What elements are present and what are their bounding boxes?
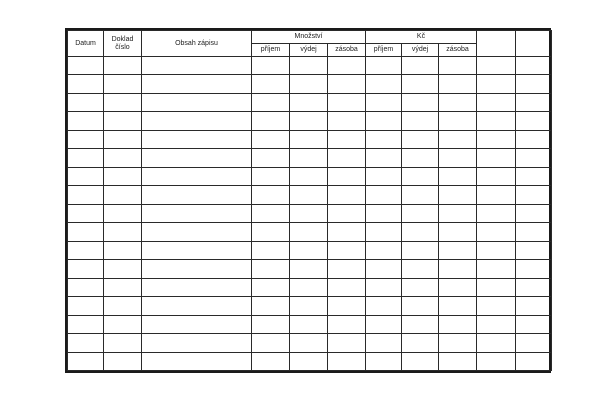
document-cell[interactable]	[104, 149, 142, 167]
date-cell[interactable]	[68, 278, 104, 296]
document-cell[interactable]	[104, 241, 142, 259]
money-issue-cell[interactable]	[402, 334, 439, 352]
money-stock-cell[interactable]	[439, 260, 477, 278]
money-issue-cell[interactable]	[402, 75, 439, 93]
money-receipt-cell[interactable]	[366, 297, 402, 315]
qty-receipt-cell[interactable]	[252, 149, 290, 167]
qty-issue-cell[interactable]	[290, 167, 328, 185]
money-receipt-cell[interactable]	[366, 93, 402, 111]
document-cell[interactable]	[104, 334, 142, 352]
entry-cell[interactable]	[142, 93, 252, 111]
document-cell[interactable]	[104, 223, 142, 241]
money-issue-cell[interactable]	[402, 167, 439, 185]
qty-receipt-cell[interactable]	[252, 352, 290, 371]
extra-1-cell[interactable]	[477, 334, 516, 352]
money-stock-cell[interactable]	[439, 223, 477, 241]
qty-stock-cell[interactable]	[328, 93, 366, 111]
header-row-top	[68, 31, 552, 44]
qty-issue-cell[interactable]	[290, 75, 328, 93]
qty-issue-cell[interactable]	[290, 93, 328, 111]
money-stock-cell[interactable]	[439, 167, 477, 185]
entry-cell[interactable]	[142, 260, 252, 278]
table-row	[68, 93, 552, 111]
date-cell[interactable]	[68, 334, 104, 352]
entry-cell[interactable]	[142, 57, 252, 75]
table-row	[68, 204, 552, 222]
money-issue-cell[interactable]	[402, 352, 439, 371]
qty-issue-cell[interactable]	[290, 315, 328, 333]
extra-1-cell[interactable]	[477, 112, 516, 130]
qty-receipt-cell[interactable]	[252, 241, 290, 259]
extra-2-cell[interactable]	[516, 315, 552, 333]
extra-1-cell[interactable]	[477, 352, 516, 371]
extra-2-cell[interactable]	[516, 204, 552, 222]
money-receipt-cell[interactable]	[366, 278, 402, 296]
blank-header-1	[477, 31, 516, 57]
ledger-form	[65, 28, 551, 373]
document-cell[interactable]	[104, 278, 142, 296]
qty-stock-cell[interactable]	[328, 260, 366, 278]
money-issue-cell[interactable]	[402, 278, 439, 296]
money-receipt-cell[interactable]	[366, 75, 402, 93]
table-row	[68, 223, 552, 241]
qty-stock-cell[interactable]	[328, 223, 366, 241]
extra-2-cell[interactable]	[516, 241, 552, 259]
table-row	[68, 334, 552, 352]
money-stock-cell[interactable]	[439, 204, 477, 222]
table-row	[68, 130, 552, 148]
money-group-header: Kč	[366, 31, 477, 44]
extra-2-cell[interactable]	[516, 130, 552, 148]
entry-content-header: Obsah zápisu	[142, 31, 252, 57]
qty-stock-cell[interactable]	[328, 334, 366, 352]
qty-stock-cell[interactable]	[328, 352, 366, 371]
quantity-issue-header: výdej	[290, 44, 328, 57]
entry-cell[interactable]	[142, 204, 252, 222]
date-cell[interactable]	[68, 186, 104, 204]
qty-receipt-cell[interactable]	[252, 334, 290, 352]
quantity-stock-header: zásoba	[328, 44, 366, 57]
document-cell[interactable]	[104, 315, 142, 333]
table-row	[68, 57, 552, 75]
money-stock-cell[interactable]	[439, 186, 477, 204]
table-row	[68, 241, 552, 259]
entry-cell[interactable]	[142, 223, 252, 241]
money-stock-cell[interactable]	[439, 130, 477, 148]
extra-1-cell[interactable]	[477, 297, 516, 315]
extra-2-cell[interactable]	[516, 149, 552, 167]
extra-1-cell[interactable]	[477, 241, 516, 259]
qty-stock-cell[interactable]	[328, 57, 366, 75]
quantity-group-header: Množství	[252, 31, 366, 44]
extra-2-cell[interactable]	[516, 112, 552, 130]
qty-stock-cell[interactable]	[328, 112, 366, 130]
table-row	[68, 278, 552, 296]
money-receipt-cell[interactable]	[366, 204, 402, 222]
qty-stock-cell[interactable]	[328, 75, 366, 93]
entry-cell[interactable]	[142, 112, 252, 130]
document-number-header	[104, 31, 142, 57]
qty-receipt-cell[interactable]	[252, 260, 290, 278]
qty-stock-cell[interactable]	[328, 241, 366, 259]
extra-1-cell[interactable]	[477, 167, 516, 185]
entry-cell[interactable]	[142, 75, 252, 93]
money-stock-cell[interactable]	[439, 334, 477, 352]
document-cell[interactable]	[104, 204, 142, 222]
qty-stock-cell[interactable]	[328, 278, 366, 296]
table-row	[68, 297, 552, 315]
date-cell[interactable]	[68, 57, 104, 75]
extra-2-cell[interactable]	[516, 223, 552, 241]
table-row	[68, 75, 552, 93]
extra-1-cell[interactable]	[477, 75, 516, 93]
extra-1-cell[interactable]	[477, 204, 516, 222]
money-issue-cell[interactable]	[402, 223, 439, 241]
money-receipt-cell[interactable]	[366, 57, 402, 75]
entry-cell[interactable]	[142, 167, 252, 185]
table-row	[68, 352, 552, 371]
money-stock-cell[interactable]	[439, 315, 477, 333]
date-cell[interactable]	[68, 297, 104, 315]
document-cell[interactable]	[104, 75, 142, 93]
money-receipt-cell[interactable]	[366, 130, 402, 148]
table-row	[68, 186, 552, 204]
money-issue-cell[interactable]	[402, 315, 439, 333]
qty-stock-cell[interactable]	[328, 315, 366, 333]
qty-issue-cell[interactable]	[290, 260, 328, 278]
qty-issue-cell[interactable]	[290, 204, 328, 222]
qty-receipt-cell[interactable]	[252, 278, 290, 296]
extra-1-cell[interactable]	[477, 149, 516, 167]
qty-issue-cell[interactable]	[290, 334, 328, 352]
extra-2-cell[interactable]	[516, 167, 552, 185]
entry-cell[interactable]	[142, 130, 252, 148]
money-receipt-cell[interactable]	[366, 315, 402, 333]
extra-1-cell[interactable]	[477, 93, 516, 111]
document-cell[interactable]	[104, 260, 142, 278]
money-receipt-cell[interactable]	[366, 352, 402, 371]
money-receipt-header: příjem	[366, 44, 402, 57]
date-header: Datum	[68, 31, 104, 57]
qty-issue-cell[interactable]	[290, 112, 328, 130]
qty-issue-cell[interactable]	[290, 130, 328, 148]
qty-stock-cell[interactable]	[328, 297, 366, 315]
money-issue-cell[interactable]	[402, 241, 439, 259]
extra-1-cell[interactable]	[477, 278, 516, 296]
money-receipt-cell[interactable]	[366, 241, 402, 259]
money-receipt-cell[interactable]	[366, 186, 402, 204]
qty-issue-cell[interactable]	[290, 352, 328, 371]
money-stock-header: zásoba	[439, 44, 477, 57]
date-cell[interactable]	[68, 315, 104, 333]
money-stock-cell[interactable]	[439, 75, 477, 93]
document-cell[interactable]	[104, 57, 142, 75]
ledger-body	[68, 57, 552, 371]
extra-1-cell[interactable]	[477, 315, 516, 333]
table-row	[68, 112, 552, 130]
entry-cell[interactable]	[142, 278, 252, 296]
table-row	[68, 315, 552, 333]
document-cell[interactable]	[104, 297, 142, 315]
money-issue-cell[interactable]	[402, 149, 439, 167]
money-stock-cell[interactable]	[439, 241, 477, 259]
date-cell[interactable]	[68, 93, 104, 111]
document-cell[interactable]	[104, 186, 142, 204]
date-cell[interactable]	[68, 260, 104, 278]
extra-2-cell[interactable]	[516, 93, 552, 111]
money-receipt-cell[interactable]	[366, 112, 402, 130]
entry-cell[interactable]	[142, 149, 252, 167]
qty-issue-cell[interactable]	[290, 278, 328, 296]
money-issue-cell[interactable]	[402, 260, 439, 278]
qty-stock-cell[interactable]	[328, 204, 366, 222]
money-stock-cell[interactable]	[439, 352, 477, 371]
date-cell[interactable]	[68, 223, 104, 241]
money-receipt-cell[interactable]	[366, 149, 402, 167]
document-header-line2: číslo	[115, 43, 130, 51]
extra-2-cell[interactable]	[516, 297, 552, 315]
qty-issue-cell[interactable]	[290, 297, 328, 315]
money-stock-cell[interactable]	[439, 112, 477, 130]
entry-cell[interactable]	[142, 186, 252, 204]
money-stock-cell[interactable]	[439, 57, 477, 75]
extra-2-cell[interactable]	[516, 352, 552, 371]
money-issue-cell[interactable]	[402, 204, 439, 222]
entry-cell[interactable]	[142, 241, 252, 259]
qty-stock-cell[interactable]	[328, 130, 366, 148]
quantity-receipt-header: příjem	[252, 44, 290, 57]
money-issue-cell[interactable]	[402, 93, 439, 111]
qty-issue-cell[interactable]	[290, 241, 328, 259]
entry-cell[interactable]	[142, 352, 252, 371]
document-cell[interactable]	[104, 112, 142, 130]
qty-receipt-cell[interactable]	[252, 57, 290, 75]
qty-receipt-cell[interactable]	[252, 315, 290, 333]
qty-receipt-cell[interactable]	[252, 93, 290, 111]
extra-2-cell[interactable]	[516, 260, 552, 278]
date-cell[interactable]	[68, 167, 104, 185]
table-row	[68, 149, 552, 167]
qty-receipt-cell[interactable]	[252, 75, 290, 93]
money-issue-cell[interactable]	[402, 130, 439, 148]
qty-stock-cell[interactable]	[328, 186, 366, 204]
entry-cell[interactable]	[142, 297, 252, 315]
qty-receipt-cell[interactable]	[252, 112, 290, 130]
extra-2-cell[interactable]	[516, 334, 552, 352]
money-issue-cell[interactable]	[402, 186, 439, 204]
entry-cell[interactable]	[142, 315, 252, 333]
extra-1-cell[interactable]	[477, 57, 516, 75]
table-row	[68, 260, 552, 278]
money-issue-header: výdej	[402, 44, 439, 57]
extra-1-cell[interactable]	[477, 260, 516, 278]
blank-header-2	[516, 31, 552, 57]
qty-issue-cell[interactable]	[290, 186, 328, 204]
extra-1-cell[interactable]	[477, 186, 516, 204]
document-cell[interactable]	[104, 352, 142, 371]
extra-2-cell[interactable]	[516, 57, 552, 75]
date-cell[interactable]	[68, 352, 104, 371]
ledger-table	[67, 30, 552, 371]
money-issue-cell[interactable]	[402, 57, 439, 75]
document-cell[interactable]	[104, 130, 142, 148]
qty-stock-cell[interactable]	[328, 167, 366, 185]
qty-receipt-cell[interactable]	[252, 130, 290, 148]
date-cell[interactable]	[68, 241, 104, 259]
date-cell[interactable]	[68, 112, 104, 130]
money-receipt-cell[interactable]	[366, 260, 402, 278]
date-cell[interactable]	[68, 204, 104, 222]
qty-receipt-cell[interactable]	[252, 167, 290, 185]
money-stock-cell[interactable]	[439, 297, 477, 315]
qty-receipt-cell[interactable]	[252, 204, 290, 222]
extra-2-cell[interactable]	[516, 186, 552, 204]
date-cell[interactable]	[68, 149, 104, 167]
qty-receipt-cell[interactable]	[252, 297, 290, 315]
qty-receipt-cell[interactable]	[252, 223, 290, 241]
document-cell[interactable]	[104, 167, 142, 185]
date-cell[interactable]	[68, 75, 104, 93]
document-cell[interactable]	[104, 93, 142, 111]
money-receipt-cell[interactable]	[366, 167, 402, 185]
money-receipt-cell[interactable]	[366, 223, 402, 241]
qty-issue-cell[interactable]	[290, 223, 328, 241]
extra-2-cell[interactable]	[516, 75, 552, 93]
extra-1-cell[interactable]	[477, 130, 516, 148]
money-issue-cell[interactable]	[402, 112, 439, 130]
extra-1-cell[interactable]	[477, 223, 516, 241]
money-stock-cell[interactable]	[439, 278, 477, 296]
qty-issue-cell[interactable]	[290, 149, 328, 167]
qty-stock-cell[interactable]	[328, 149, 366, 167]
qty-receipt-cell[interactable]	[252, 186, 290, 204]
money-receipt-cell[interactable]	[366, 334, 402, 352]
table-row	[68, 167, 552, 185]
qty-issue-cell[interactable]	[290, 57, 328, 75]
money-stock-cell[interactable]	[439, 93, 477, 111]
money-issue-cell[interactable]	[402, 297, 439, 315]
date-cell[interactable]	[68, 130, 104, 148]
extra-2-cell[interactable]	[516, 278, 552, 296]
money-stock-cell[interactable]	[439, 149, 477, 167]
entry-cell[interactable]	[142, 334, 252, 352]
document-header-line1: Doklad	[111, 35, 134, 43]
